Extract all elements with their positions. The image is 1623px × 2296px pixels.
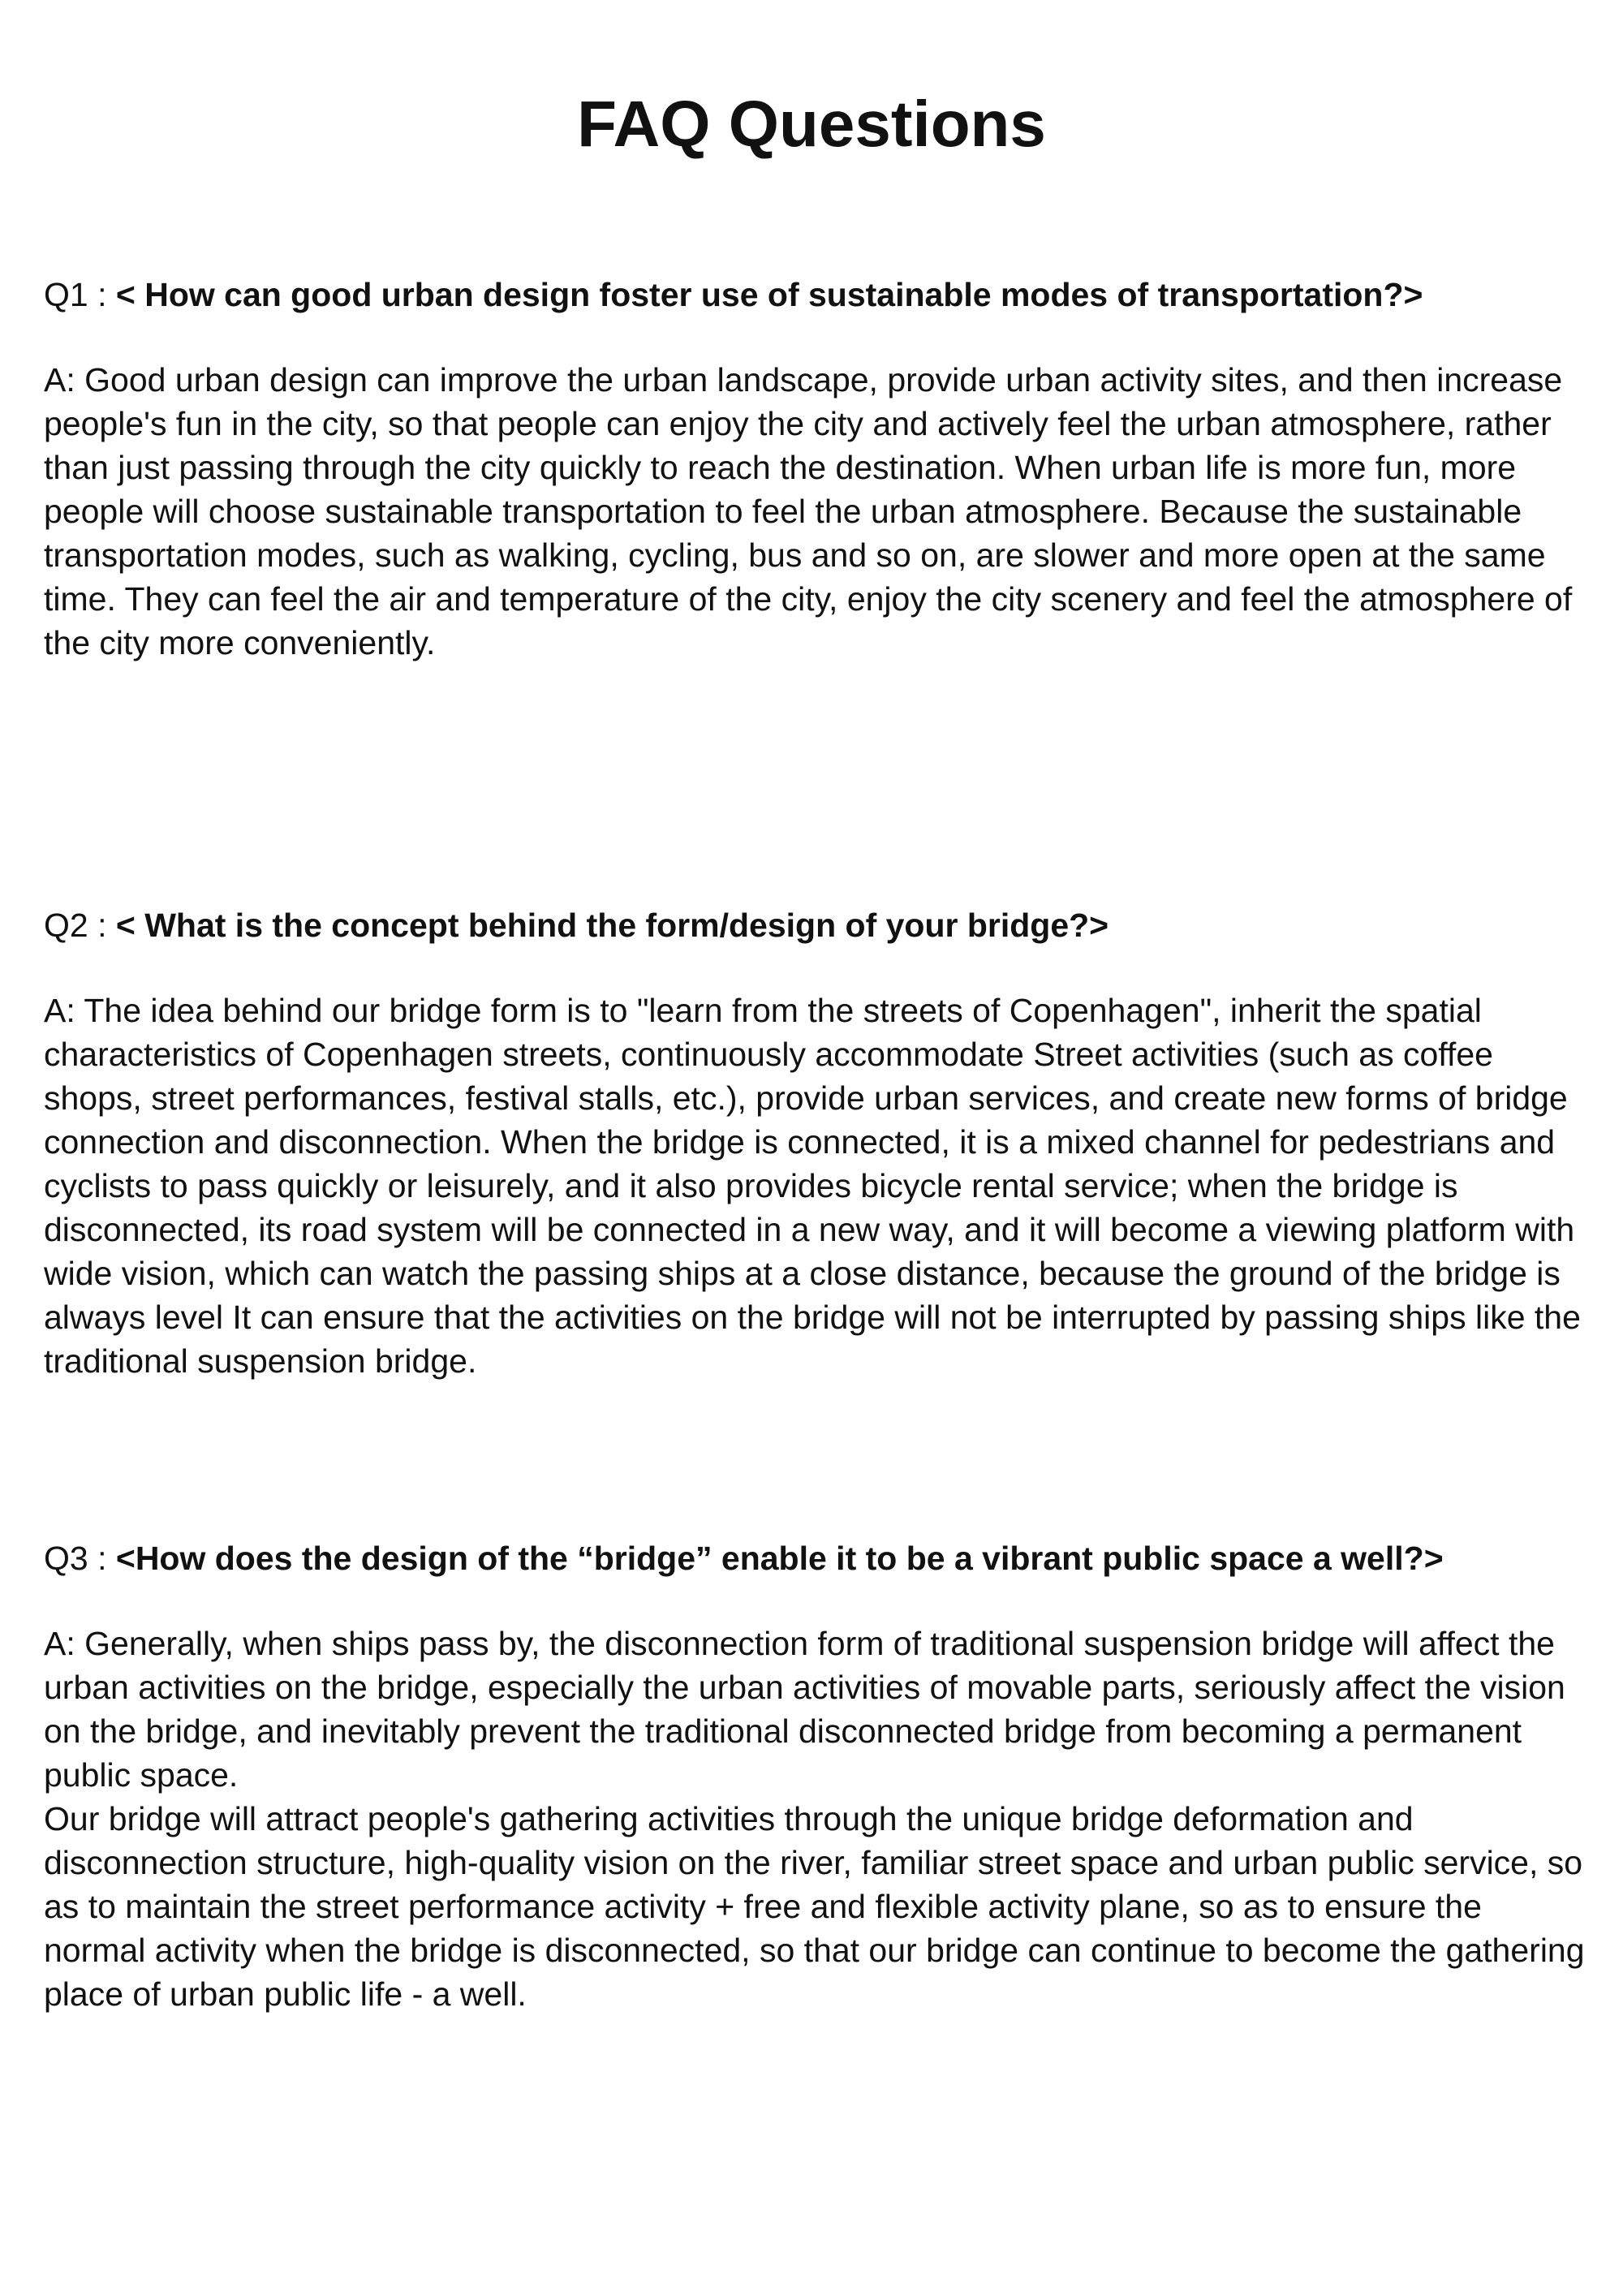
question-1 [44,272,1586,317]
answer-paragraph: Our bridge will attract people's gathering activities through the unique bridge deformation and disconnection structure, high-quality vision on the river, familiar street space and urban public service, so as to maintain the street performance activity + free and flexible activity plane, so as to ensure the normal activity when the bridge is disconnected, so that our bridge can continue to become the gathering place of urban public life - a well. [44,1800,1585,2013]
faq-item-1 [44,272,1586,665]
question-label: Q3 : [44,1540,116,1577]
answer-paragraph: A: The idea behind our bridge form is to "learn from the streets of Copenhagen", inherit the spatial characteristics of Copenhagen streets, continuously accommodate Street activities (such as coffee shops, street performances, festival stalls, etc.), provide urban services, and create new forms of bridge connection and disconnection. When the bridge is connected, it is a mixed channel for pedestrians and cyclists to pass quickly or leisurely, and it also provides bicycle rental service; when the bridge is disconnected, its road system will be connected in a new way, and it will become a viewing platform with wide vision, which can watch the passing ships at a close distance, because the ground of the bridge is always level It can ensure that the activities on the bridge will not be interrupted by passing ships like the traditional suspension bridge. [44,992,1581,1380]
question-text: < What is the concept behind the form/design of your bridge?> [115,907,1109,944]
question-2 [44,902,1586,948]
faq-item-3 [44,1536,1586,2016]
answer-1 [44,358,1586,665]
question-3 [44,1536,1586,1581]
question-text: < How can good urban design foster use of sustainable modes of transportation?> [115,276,1423,313]
question-label: Q1 : [44,276,116,313]
faq-item-2 [44,902,1586,1383]
answer-3 [44,1622,1586,2016]
answer-paragraph: A: Good urban design can improve the urban landscape, provide urban activity sites, and then increase people's fun in the city, so that people can enjoy the city and actively feel the urban atmosphere, rather than just passing through the city quickly to reach the destination. When urban life is more fun, more people will choose sustainable transportation to feel the urban atmosphere. Because the sustainable transportation modes, such as walking, cycling, bus and so on, are slower and more open at the same time. They can feel the air and temperature of the city, enjoy the city scenery and feel the atmosphere of the city more conveniently. [44,361,1573,661]
question-text: <How does the design of the “bridge” enable it to be a vibrant public space a well?> [115,1540,1444,1577]
answer-paragraph: A: Generally, when ships pass by, the disconnection form of traditional suspension bridge will affect the urban activities on the bridge, especially the urban activities of movable parts, seriously affect the vision on the bridge, and inevitably prevent the traditional disconnected bridge from becoming a permanent public space. [44,1625,1565,1794]
question-label: Q2 : [44,907,116,944]
answer-2 [44,989,1586,1383]
page-title: FAQ Questions [577,88,1046,160]
